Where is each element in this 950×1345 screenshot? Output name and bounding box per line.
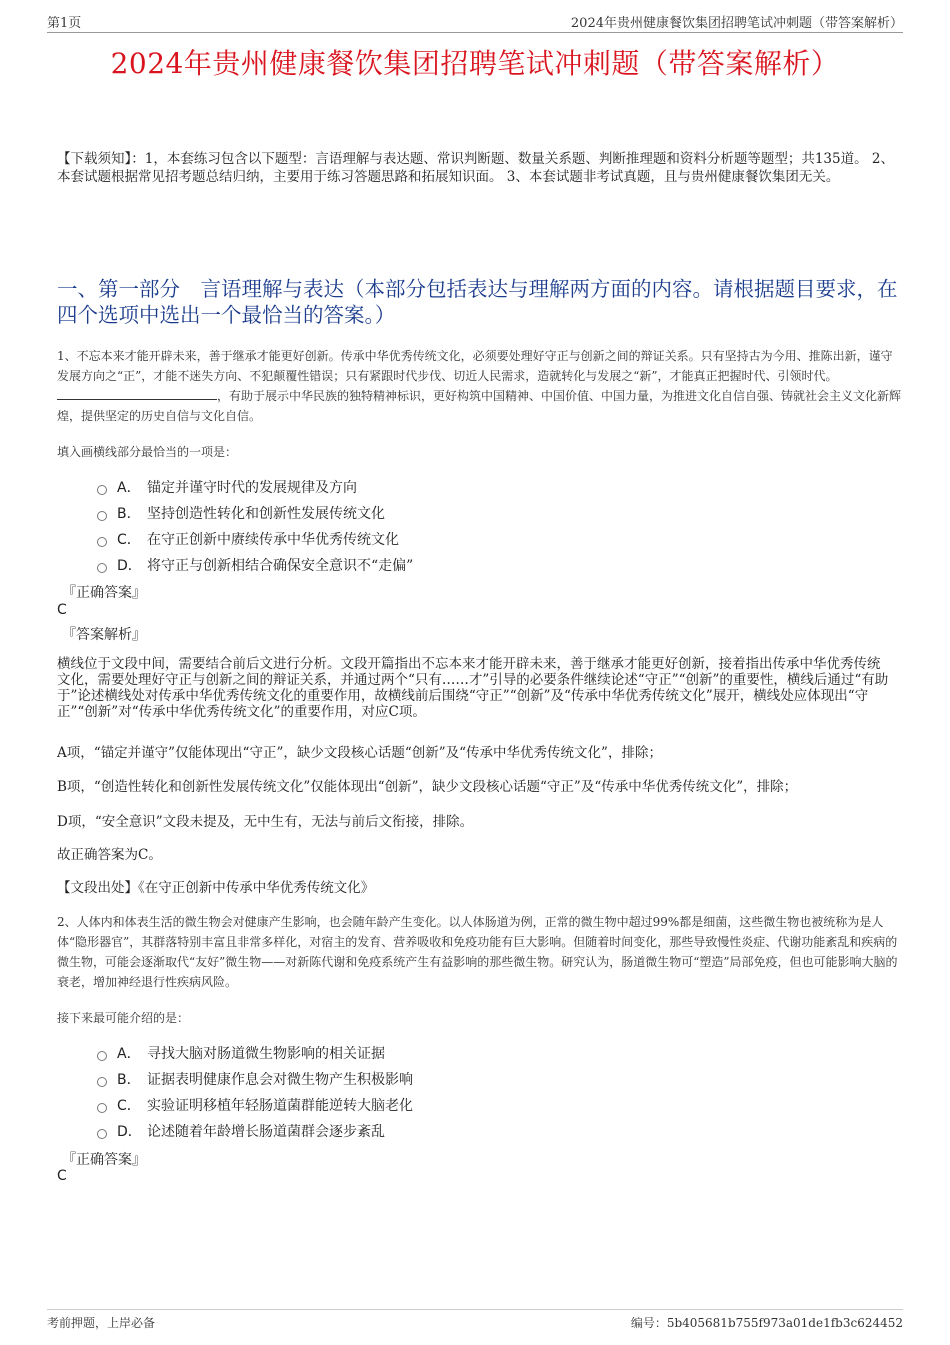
option-letter: B．: [117, 506, 141, 522]
source-citation: 【文段出处】《在守正创新中传承中华优秀传统文化》: [57, 880, 375, 896]
radio-icon[interactable]: [97, 537, 107, 547]
analysis-paragraph: D项，“安全意识”文段未提及，无中生有，无法与前后文衔接，排除。: [57, 814, 474, 830]
option-letter: C．: [117, 1098, 141, 1114]
header-divider: [47, 32, 903, 33]
option-letter: D．: [117, 558, 142, 574]
question-2-option-b[interactable]: [97, 1069, 413, 1089]
question-2-stem: 接下来最可能介绍的是：: [57, 1011, 190, 1025]
option-text: 在守正创新中赓续传承中华优秀传统文化: [147, 532, 399, 548]
radio-icon[interactable]: [97, 1077, 107, 1087]
page-number: 第1页: [47, 16, 82, 31]
radio-icon[interactable]: [97, 1103, 107, 1113]
header-doc-title: 2024年贵州健康餐饮集团招聘笔试冲刺题（带答案解析）: [570, 16, 903, 31]
question-1-stem: 填入画横线部分最恰当的一项是：: [57, 445, 238, 459]
analysis-paragraph: A项，“锚定并谨守”仅能体现出“守正”，缺少文段核心话题“创新”及“传承中华优秀传统文化”，排除；: [57, 745, 662, 761]
question-1-answer-label: 『正确答案』: [62, 585, 146, 601]
radio-icon[interactable]: [97, 511, 107, 521]
option-letter: C．: [117, 532, 141, 548]
answer-blank: [57, 387, 217, 400]
radio-icon[interactable]: [97, 1051, 107, 1061]
option-text: 论述随着年龄增长肠道菌群会逐步紊乱: [147, 1124, 385, 1140]
option-letter: A．: [117, 480, 141, 496]
question-1-option-a[interactable]: [97, 477, 357, 497]
question-1-option-c[interactable]: [97, 529, 399, 549]
option-text: 寻找大脑对肠道微生物影响的相关证据: [147, 1046, 385, 1062]
document-title: 2024年贵州健康餐饮集团招聘笔试冲刺题（带答案解析）: [110, 47, 840, 80]
footer-slogan: 考前押题，上岸必备: [47, 1316, 156, 1330]
analysis-paragraph: 横线位于文段中间，需要结合前后文进行分析。文段开篇指出不忘本来才能开辟未来，善于继承才能更好创新，接着指出传承中华优秀传统文化，需要处理好守正与创新之间的辩证关系，并通过两个“只有……才”引导的必要条件继续论述“守正”“创新”的重要性，横线后通过“有助于”论述横线处对传承中华优秀传统文化的重要作用，故横线前后围绕“守正”“创新”及“传承中华优秀传统文化”展开，横线处应体现出“守正”“创新”对“传承中华优秀传统文化”的重要作用，对应C项。: [57, 656, 889, 720]
question-1-text: [57, 346, 902, 426]
option-text: 坚持创造性转化和创新性发展传统文化: [147, 506, 385, 522]
analysis-paragraph: 故正确答案为C。: [57, 847, 162, 863]
question-2-answer-label: 『正确答案』: [62, 1152, 146, 1168]
radio-icon[interactable]: [97, 485, 107, 495]
question-2-option-d[interactable]: [97, 1121, 385, 1141]
download-notice: 【下载须知】：1，本套练习包含以下题型：言语理解与表达题、常识判断题、数量关系题、判断推理题和资料分析题等题型；共135道。 2、本套试题根据常见招考题总结归纳，主要用于练习答题思路和拓展知识面。 3、本套试题非考试真题，且与贵州健康餐饮集团无关。: [57, 151, 894, 185]
question-1-option-d[interactable]: [97, 555, 413, 575]
option-letter: A．: [117, 1046, 141, 1062]
option-text: 将守正与创新相结合确保安全意识不“走偏”: [147, 558, 414, 574]
question-1-option-b[interactable]: [97, 503, 385, 523]
question-2-answer: C: [57, 1168, 67, 1184]
question-1-answer: C: [57, 602, 67, 618]
question-2-option-c[interactable]: [97, 1095, 413, 1115]
option-letter: D．: [117, 1124, 142, 1140]
option-text: 锚定并谨守时代的发展规律及方向: [147, 480, 357, 496]
question-1-analysis-label: 『答案解析』: [62, 627, 146, 643]
question-2-text: 2、人体内和体表生活的微生物会对健康产生影响，也会随年龄产生变化。以人体肠道为例，正常的微生物中超过99%都是细菌，这些微生物也被统称为是人体“隐形器官”，其群落特别丰富且非常多样化，对宿主的发育、营养吸收和免疫功能有巨大影响。但随着时间变化，那些导致慢性炎症、代谢功能紊乱和疾病的微生物，可能会逐渐取代“友好”微生物——对新陈代谢和免疫系统产生有益影响的那些微生物。研究认为，肠道微生物可“塑造”局部免疫，但也可能影响大脑的衰老，增加神经退行性疾病风险。: [57, 915, 898, 989]
analysis-paragraph: B项，“创造性转化和创新性发展传统文化”仅能体现出“创新”，缺少文段核心话题“守正”及“传承中华优秀传统文化”，排除；: [57, 779, 798, 795]
footer-divider: [47, 1309, 903, 1310]
question-1-text-after: ，有助于展示中华民族的独特精神标识，更好构筑中国精神、中国价值、中国力量，为推进文化自信自强、铸就社会主义文化新辉煌，提供坚定的历史自信与文化自信。: [57, 389, 902, 423]
option-text: 实验证明移植年轻肠道菌群能逆转大脑老化: [147, 1098, 413, 1114]
option-letter: B．: [117, 1072, 141, 1088]
radio-icon[interactable]: [97, 1129, 107, 1139]
option-text: 证据表明健康作息会对微生物产生积极影响: [147, 1072, 413, 1088]
question-1-text-before: 1、不忘本来才能开辟未来，善于继承才能更好创新。传承中华优秀传统文化，必须要处理好守正与创新之间的辩证关系。只有坚持古为今用、推陈出新，谨守发展方向之“正”，才能不迷失方向、不犯颠覆性错误；只有紧跟时代步伐、切近人民需求，造就转化与发展之“新”，才能真正把握时代、引领时代。: [57, 349, 893, 383]
radio-icon[interactable]: [97, 563, 107, 573]
question-2-option-a[interactable]: [97, 1043, 385, 1063]
section-title: 一、第一部分 言语理解与表达（本部分包括表达与理解两方面的内容。请根据题目要求，在四个选项中选出一个最恰当的答案。）: [57, 277, 898, 327]
footer-serial-number: 编号：5b405681b755f973a01de1fb3c624452: [630, 1316, 903, 1330]
